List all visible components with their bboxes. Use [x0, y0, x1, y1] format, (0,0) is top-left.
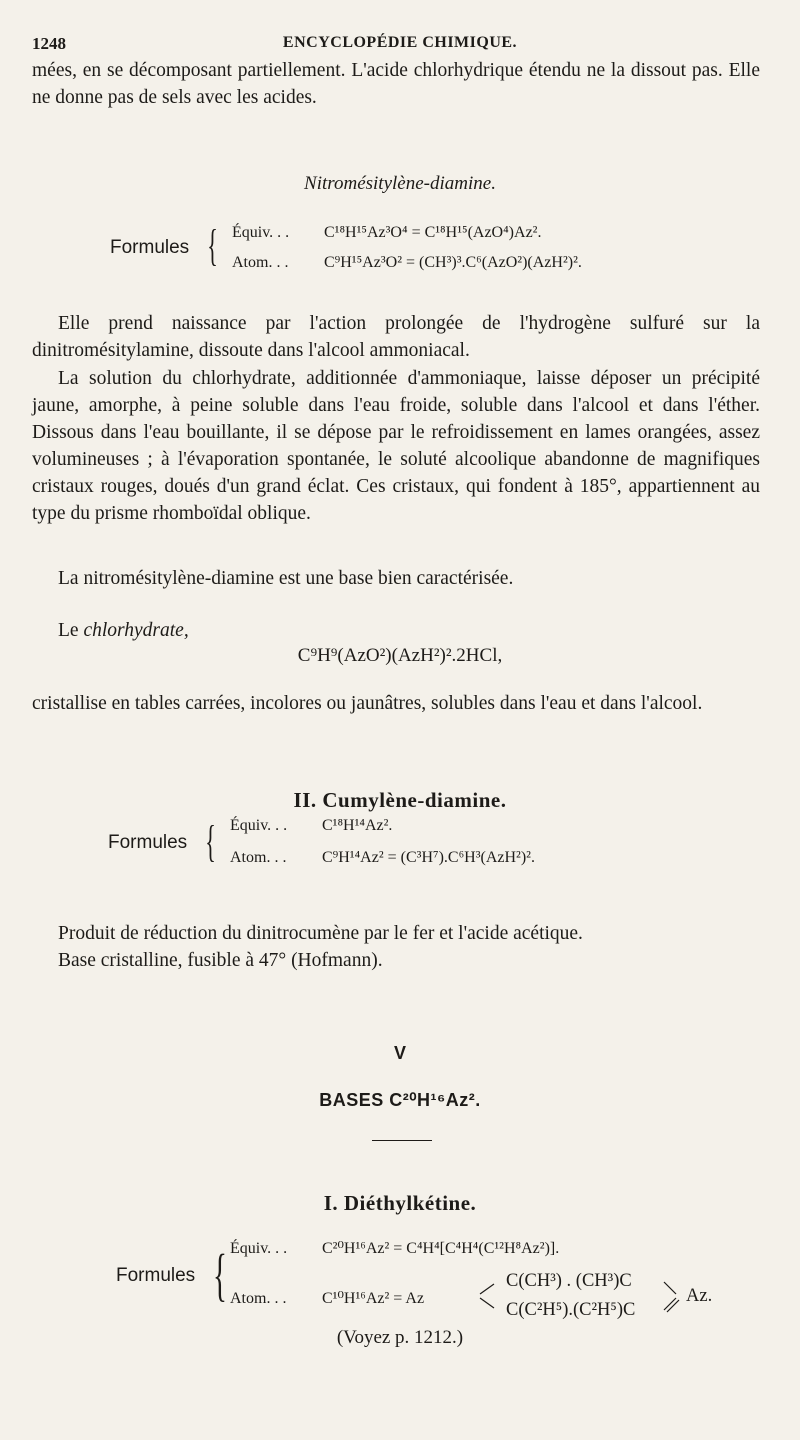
formulas-label: Formules — [110, 237, 190, 258]
intro-paragraph: mées, en se décomposant partiellement. L'acide chlorhydrique étendu ne la dissout pas. Elle ne donne pas de sels avec les acides. — [32, 60, 760, 108]
equiv-formula-row — [230, 1238, 559, 1258]
atom-label: Atom. . . — [230, 849, 287, 866]
formulas-label: Formules — [116, 1265, 196, 1286]
paragraph-reduction: Produit de réduction du dinitrocumène par le fer et l'acide acétique. — [58, 923, 583, 944]
branch-up-line — [480, 1284, 494, 1294]
formulas-label: Formules — [108, 832, 188, 853]
paragraph-base-cristalline: Base cristalline, fusible à 47° (Hofmann). — [58, 950, 383, 971]
atom-label: Atom. . . — [232, 254, 289, 271]
section-title-diethylketine: I. Diéthylkétine. — [323, 1191, 477, 1215]
brace-glyph: { — [205, 817, 216, 866]
chlorhydrate-term: chlorhydrate, — [83, 620, 189, 641]
atom-formula: C⁹H¹⁵Az³O² = (CH³)³.C⁶(AzO²)(AzH²)². — [324, 254, 582, 271]
section-title-cumylene-diamine: II. Cumylène-diamine. — [293, 788, 507, 812]
paragraph-properties: La solution du chlorhydrate, additionnée d'ammoniaque, laisse déposer un précipité jaune, amorphe, à peine soluble dans l'eau froide, soluble dans l'alcool et dans l'éther. Dissous dans l'eau bouillante, il se dépose par le refroidissement en lames orangées, assez volumineuses ; à l'évaporation spontanée, le soluté alcoolique abandonne de magnifiques cristaux rouges, doués d'un grand éclat. Ces cristaux, qui fondent à 185°, appartiennent au type du prisme rhomboïdal oblique. — [32, 368, 760, 524]
equiv-formula: C¹⁸H¹⁵Az³O⁴ = C¹⁸H¹⁵(AzO⁴)Az². — [324, 224, 542, 241]
paragraph-chlorhydrate: cristallise en tables carrées, incolores ou jaunâtres, solubles dans l'eau et dans l'alcool. — [32, 693, 703, 714]
equiv-formula: C²⁰H¹⁶Az² = C⁴H⁴[C⁴H⁴(C¹²H⁸Az²)]. — [322, 1240, 560, 1257]
equiv-formula-row — [232, 224, 541, 242]
see-page-reference: (Voyez p. 1212.) — [336, 1327, 464, 1348]
brace-glyph: { — [212, 1242, 227, 1307]
chapter-title: BASES C²⁰H¹⁶Az². — [319, 1090, 481, 1110]
atom-tail: Az. — [686, 1286, 713, 1306]
brace-glyph: { — [207, 221, 218, 270]
page-header — [32, 34, 768, 56]
branch-right-lines — [662, 1270, 684, 1320]
chapter-roman-numeral: V — [393, 1043, 406, 1063]
equiv-label: Équiv. . . — [232, 224, 290, 241]
equiv-label: Équiv. . . — [230, 817, 288, 834]
atom-label: Atom. . . — [230, 1290, 287, 1307]
branch-down-line — [480, 1298, 494, 1308]
equiv-label: Équiv. . . — [230, 1240, 288, 1257]
paragraph-base: La nitromésitylène-diamine est une base bien caractérisée. — [58, 568, 514, 589]
atom-formula-row — [232, 254, 582, 272]
atom-formula-lhs: C¹⁰H¹⁶Az² = Az — [322, 1290, 425, 1307]
equiv-formula: C¹⁸H¹⁴Az². — [322, 817, 393, 834]
page-number: 1248 — [32, 34, 66, 53]
atom-formula-row — [230, 849, 535, 867]
section-title-nitromesitylene-diamine: Nitromésitylène-diamine. — [304, 173, 496, 194]
running-title: ENCYCLOPÉDIE CHIMIQUE. — [282, 34, 518, 51]
atom-branch-bottom: C(C²H⁵).(C²H⁵)C — [506, 1300, 636, 1320]
atom-formula: C⁹H¹⁴Az² = (C³H⁷).C⁶H³(AzH²)². — [322, 849, 535, 866]
divider-rule — [372, 1140, 432, 1141]
equiv-formula-row — [230, 817, 392, 835]
chlorhydrate-formula: C⁹H⁹(AzO²)(AzH²)².2HCl, — [297, 645, 503, 666]
atom-formula-row — [230, 1288, 424, 1308]
chlorhydrate-intro — [32, 617, 760, 644]
chlorhydrate-intro-le: Le — [58, 620, 79, 641]
atom-branch-top: C(CH³) . (CH³)C — [506, 1271, 632, 1291]
branch-join-top-line — [664, 1282, 676, 1294]
paragraph-origin: Elle prend naissance par l'action prolongée de l'hydrogène sulfuré sur la dinitromésitylamine, dissoute dans l'alcool ammoniacal. — [32, 313, 760, 361]
branch-left-lines — [478, 1270, 508, 1320]
